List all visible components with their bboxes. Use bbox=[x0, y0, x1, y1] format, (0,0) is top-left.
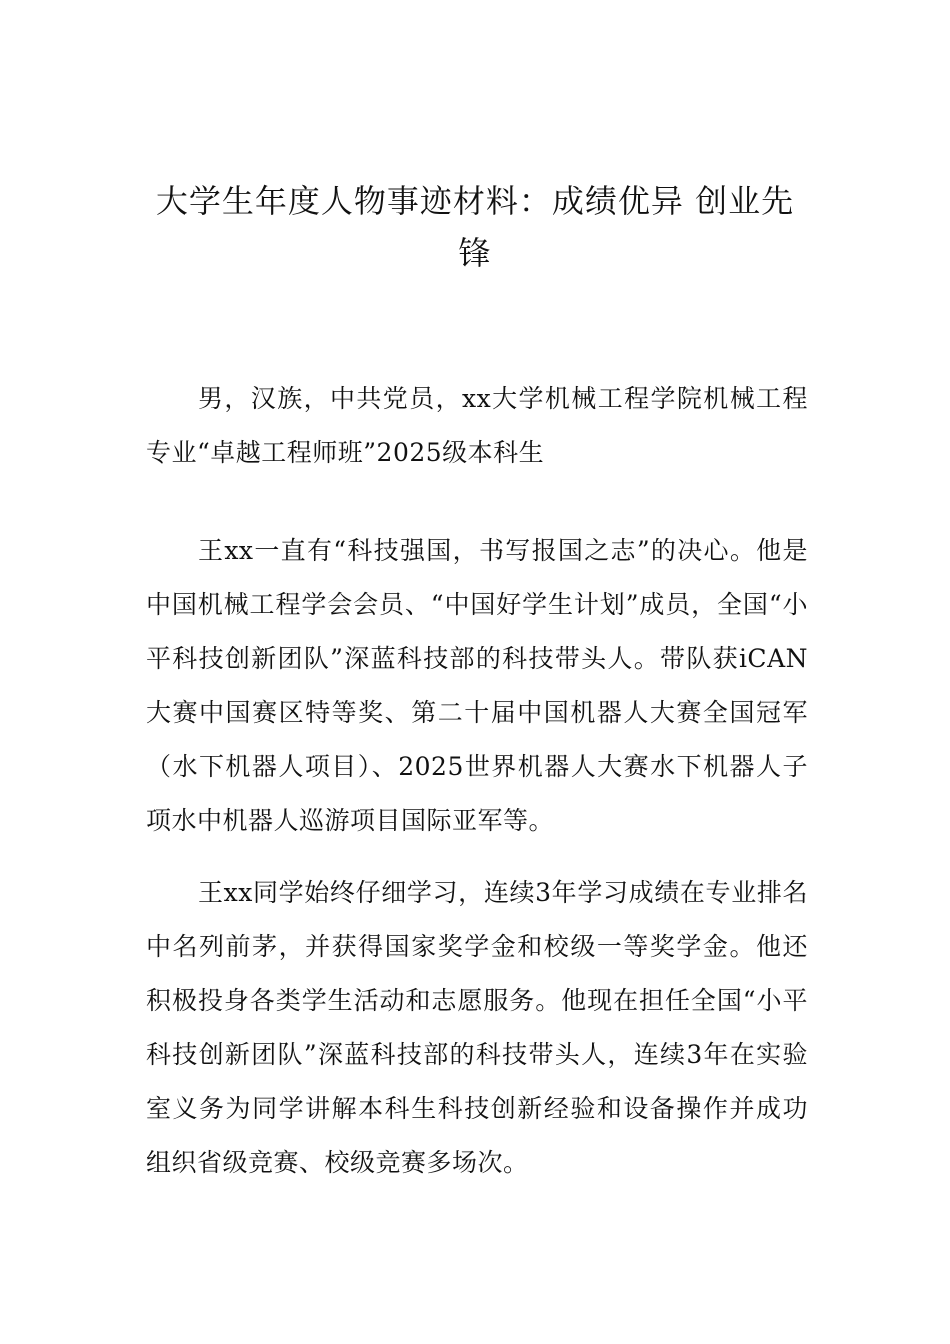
paragraph-achievements: 王xx一直有“科技强国，书写报国之志”的决心。他是中国机械工程学会会员、“中国好学生计划”成员，全国“小平科技创新团队”深蓝科技部的科技带头人。带队获iCAN大赛中国赛区特等奖、第二十届中国机器人大赛全国冠军（水下机器人项目）、2025世界机器人大赛水下机器人子项水中机器人巡游项目国际亚军等。 bbox=[146, 536, 808, 835]
paragraph-study-service: 王xx同学始终仔细学习，连续3年学习成绩在专业排名中名列前茅，并获得国家奖学金和校级一等奖学金。他还积极投身各类学生活动和志愿服务。他现在担任全国“小平科技创新团队”深蓝科技部的科技带头人，连续3年在实验室义务为同学讲解本科生科技创新经验和设备操作并成功组织省级竞赛、校级竞赛多场次。 bbox=[146, 878, 808, 1177]
document-title: 大学生年度人物事迹材料：成绩优异 创业先锋 bbox=[155, 182, 795, 272]
paragraph-profile: 男，汉族，中共党员，xx大学机械工程学院机械工程专业“卓越工程师班”2025级本科生 bbox=[146, 384, 808, 467]
